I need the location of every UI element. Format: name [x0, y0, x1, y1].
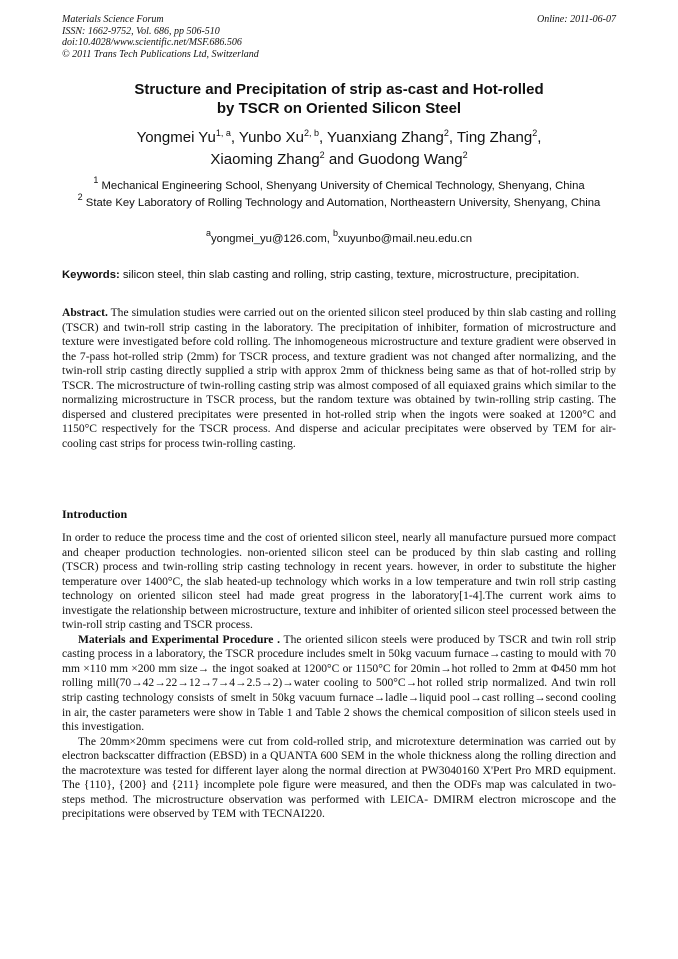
paragraph-text: The oriented silicon steels were produced by TSCR and twin roll strip casting process in a laboratory, the TSCR procedure includes smelt in 50kg vacuum furnace→casting to mould with 70 mm ×110 mm ×200 mm size→ the ingot soaked at 1200°C or 1150°C for 20min→hot rolled to 2mm at Φ450 mm hot rolling mill(70→42→22→12→7→4→2.5→2)→water cooling to 500°C→hot rolled strip normalized. And twin roll strip casting technology consists of smelt in 50kg vacuum furnace→ladle→liquid pool→cast rolling→second cooling in air, the caster parameters were show in Table 1 and Table 2 shows the chemical composition of silicon steels used in this investigation. — [62, 633, 616, 734]
keywords-text: silicon steel, thin slab casting and rolling, strip casting, texture, microstructure, precipitation. — [119, 269, 580, 281]
email-mark: a — [206, 228, 212, 238]
author-affiliation-mark: 2 — [319, 150, 325, 160]
author-list — [62, 127, 616, 171]
abstract-label: Abstract. — [62, 307, 108, 319]
email-line — [62, 228, 616, 247]
author-affiliation-mark: 2 — [443, 128, 449, 138]
abstract-text: The simulation studies were carried out on the oriented silicon steel produced by thin slab casting and rolling (TSCR) and twin-roll strip casting in the laboratory. The precipitation of inhibiter, formation of microstructure and texture were investigated before cold rolling. The inhomogeneous microstructure and texture gradient were observed in the 7-pass hot-rolled strip (2mm) for TSCR process, and texture gradient was not changed after normalizing, and the twin-roll strip casting directly supplied a strip with approx 2mm of thickness being same as that of hot-rolled strip by TSCR. The microstructure of twin-rolling casting strip was almost composed of all equiaxed grains which similar to the normalizing microstructure in TSCR process, but the random texture was obtained by twin-rolling strip casting. The dispersed and clustered precipitates were presented in hot-rolled strip when the ingots were soaked at 1200°C and 1150°C respectively for the TSCR process. And disperse and acicular precipitates were observed by TEM for air-cooling cast strips for process twin-rolling casting. — [62, 307, 616, 450]
affiliation-mark: 1 — [93, 175, 99, 185]
doi-line: doi:10.4028/www.scientific.net/MSF.686.506 — [62, 37, 242, 48]
author-affiliation-mark: 2 — [462, 150, 468, 160]
copyright-line: © 2011 Trans Tech Publications Ltd, Switzerland — [62, 48, 259, 60]
affiliation-text: State Key Laboratory of Rolling Technology and Automation, Northeastern University, Shenyang, China — [82, 197, 601, 209]
email-address[interactable]: yongmei_yu@126.com, — [211, 233, 334, 245]
keywords — [62, 268, 616, 283]
author-name: , Ting Zhang — [448, 129, 533, 146]
section-run-in-heading: Materials and Experimental Procedure . — [78, 633, 281, 646]
affiliation-mark: 2 — [77, 192, 83, 202]
keywords-label: Keywords: — [62, 269, 120, 281]
affiliation-1 — [62, 175, 616, 194]
journal-header — [62, 14, 616, 60]
author-name: Yongmei Yu — [136, 129, 216, 146]
paragraph: The 20mm×20mm specimens were cut from cold-rolled strip, and microtexture determination was carried out by electron backscatter diffraction (EBSD) in a QUANTA 600 SEM in the whole thickness along the rolling direction and the macrotexture was tested for different layer along the normal direction at PW3040160 X'Pert Pro MRD equipment. The {110}, {200} and {211} incomplete pole figure were measured, and then the ODFs map was calculated in two-steps method. The microstructure observation was performed with LEICA- DMIRM electron microscope and the precipitations were observed by TEM with TECNAI220. — [62, 735, 616, 821]
author-line-1 — [62, 127, 616, 149]
title-line-2: by TSCR on Oriented Silicon Steel — [216, 100, 462, 117]
abstract — [62, 306, 616, 451]
journal-name: Materials Science Forum — [62, 14, 164, 25]
author-name: Xiaoming Zhang — [210, 151, 320, 168]
introduction-heading: Introduction — [62, 507, 128, 521]
author-affiliation-mark: 1, a — [215, 128, 231, 138]
paper-title — [62, 80, 616, 118]
author-separator: , — [537, 129, 542, 146]
affiliation-text: Mechanical Engineering School, Shenyang University of Chemical Technology, Shenyang, China — [98, 180, 585, 192]
title-line-1: Structure and Precipitation of strip as-cast and Hot-rolled — [134, 81, 544, 98]
author-name: , Yunbo Xu — [230, 129, 304, 146]
online-date: Online: 2011-06-07 — [537, 14, 616, 25]
author-name: , Yuanxiang Zhang — [318, 129, 444, 146]
email-address[interactable]: xuyunbo@mail.neu.edu.cn — [338, 233, 472, 245]
issn-line: ISSN: 1662-9752, Vol. 686, pp 506-510 — [62, 25, 220, 37]
paragraph — [62, 633, 616, 735]
author-affiliation-mark: 2, b — [303, 128, 319, 138]
affiliation-2 — [62, 192, 616, 211]
author-name: and Guodong Wang — [324, 151, 463, 168]
introduction-body — [62, 531, 616, 822]
author-affiliation-mark: 2 — [532, 128, 538, 138]
email-mark: b — [333, 228, 339, 238]
author-line-2 — [62, 149, 616, 171]
paragraph: In order to reduce the process time and the cost of oriented silicon steel, nearly all manufacture pursued more compact and cheaper production technologies. non-oriented silicon steel can be produced by thin slab casting and rolling (TSCR) process and twin-rolling strip casting technology in recent years. however, in order to substitute the higher temperature over 1400°C, the slab heated-up technology which works in a low temperature and twin roll strip casting technology on oriented silicon steel had made great progress in the laboratory[1-4].The current work aims to investigate the relationship between microstructure, texture and inhibiter of oriented silicon steel processed between the twin-roll strip casting and TSCR process. — [62, 532, 616, 632]
